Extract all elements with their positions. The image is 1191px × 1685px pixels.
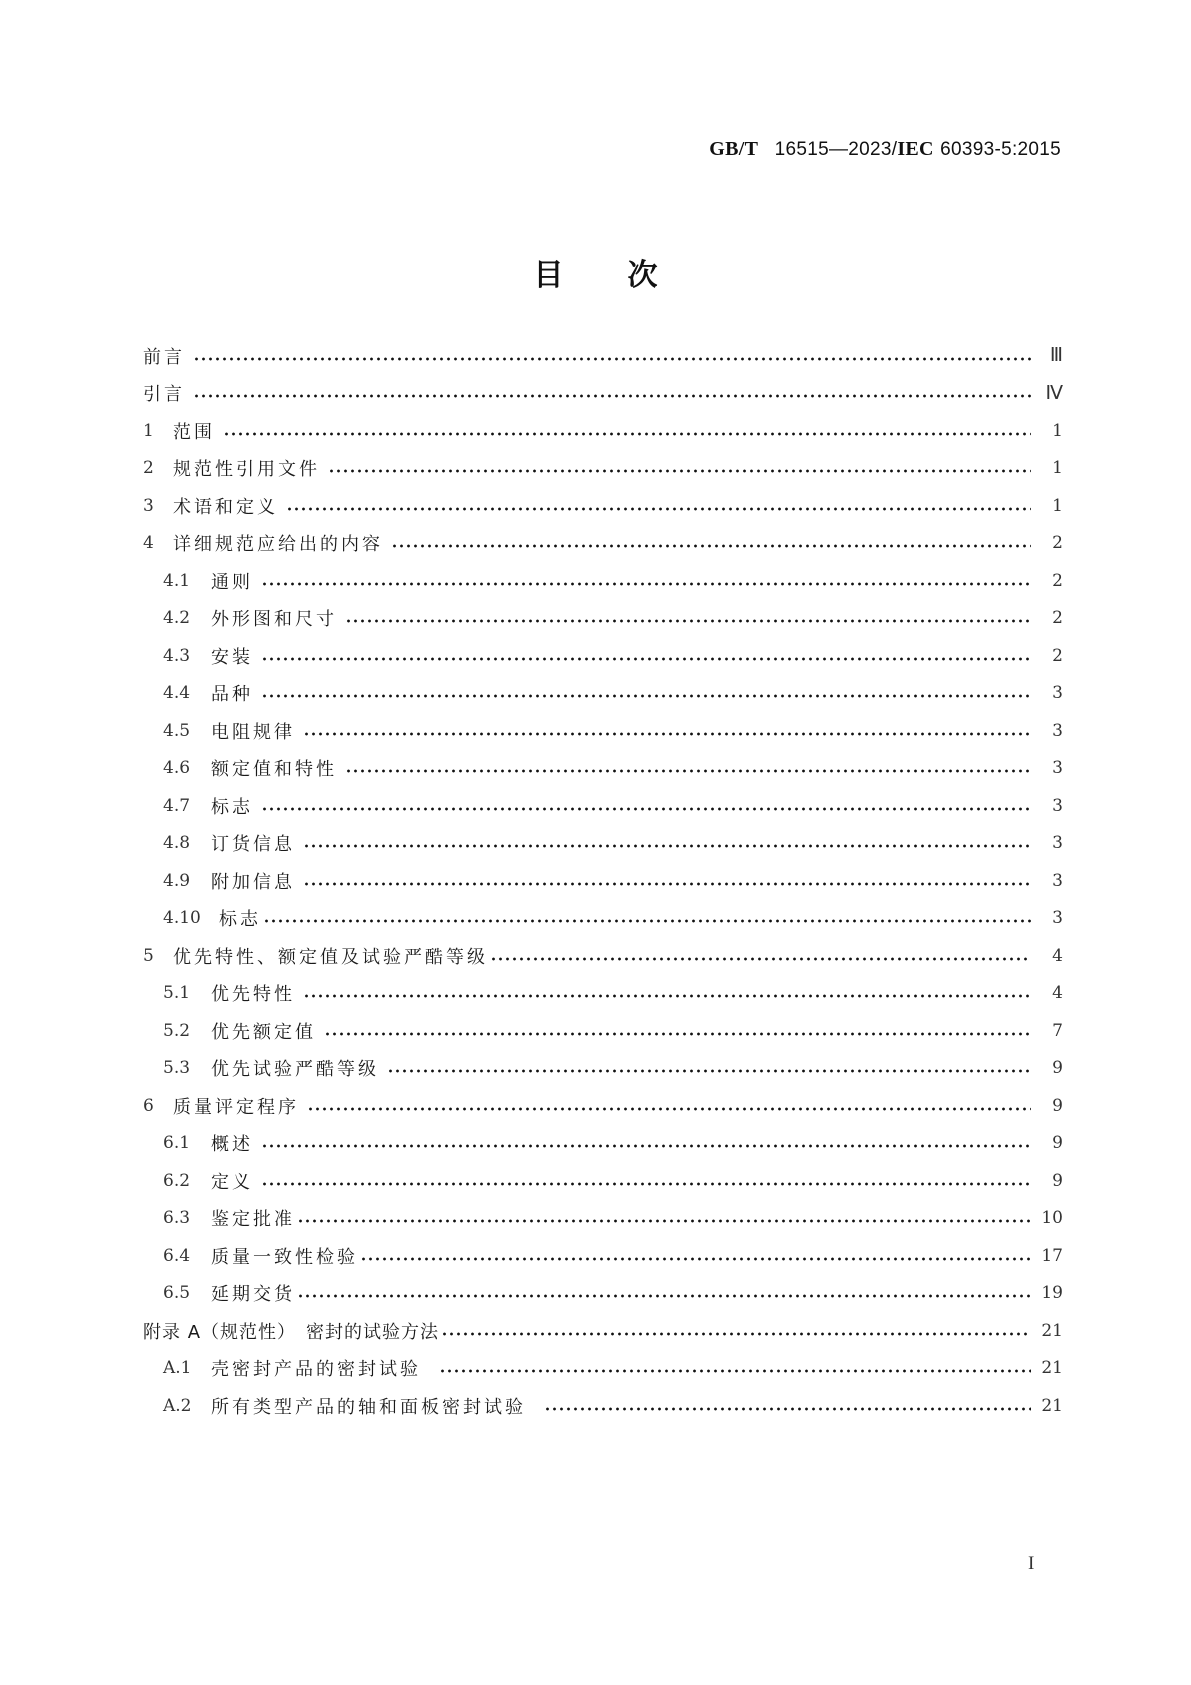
toc-page: 4 bbox=[1052, 945, 1063, 966]
toc-page: 3 bbox=[1052, 758, 1063, 779]
toc-entry-foreword[interactable] bbox=[143, 337, 1063, 375]
toc-entry-4-2[interactable] bbox=[143, 600, 1063, 638]
title-char-2: 次 bbox=[627, 258, 658, 293]
toc-label: 电阻规律 bbox=[211, 721, 295, 743]
dot-leader bbox=[261, 1144, 1031, 1148]
toc-entry-annex-a[interactable] bbox=[143, 1312, 1063, 1350]
dot-leader bbox=[297, 1294, 1031, 1298]
toc-number: 2 bbox=[143, 458, 154, 479]
toc-page: 2 bbox=[1052, 570, 1063, 591]
toc-label: 延期交货 bbox=[211, 1284, 295, 1306]
standard-header bbox=[709, 138, 1061, 161]
dot-leader bbox=[387, 1069, 1031, 1073]
toc-entry-introduction[interactable] bbox=[143, 375, 1063, 413]
toc-number: 4.3 bbox=[163, 645, 191, 666]
toc-page: 3 bbox=[1052, 683, 1063, 704]
toc-number: 6.4 bbox=[163, 1245, 191, 1266]
table-of-contents bbox=[143, 337, 1063, 1425]
dot-leader bbox=[303, 994, 1031, 998]
toc-label: 通则 bbox=[211, 571, 253, 593]
toc-number: 1 bbox=[143, 420, 154, 441]
toc-entry-a-2[interactable] bbox=[143, 1387, 1063, 1425]
toc-number: 5.2 bbox=[163, 1020, 191, 1041]
toc-page: 9 bbox=[1052, 1058, 1063, 1079]
toc-label: 鉴定批准 bbox=[211, 1209, 295, 1231]
toc-entry-4-4[interactable] bbox=[143, 675, 1063, 713]
toc-label: 标志 bbox=[211, 796, 253, 818]
toc-entry-1[interactable] bbox=[143, 412, 1063, 450]
toc-number: 6.3 bbox=[163, 1208, 191, 1229]
toc-number: 4.2 bbox=[163, 608, 191, 629]
toc-number: 5 bbox=[143, 945, 154, 966]
toc-label: 术语和定义 bbox=[173, 496, 278, 518]
toc-page: 21 bbox=[1041, 1320, 1063, 1341]
dot-leader bbox=[345, 769, 1031, 773]
toc-number: 3 bbox=[143, 495, 154, 516]
dot-leader bbox=[261, 694, 1031, 698]
toc-page: 9 bbox=[1052, 1170, 1063, 1191]
toc-label: 优先试验严酷等级 bbox=[211, 1059, 379, 1081]
toc-number: 5.1 bbox=[163, 983, 191, 1004]
toc-page: 1 bbox=[1052, 495, 1063, 516]
toc-label: 安装 bbox=[211, 646, 253, 668]
toc-entry-3[interactable] bbox=[143, 487, 1063, 525]
toc-page: 17 bbox=[1041, 1245, 1063, 1266]
standard-iec-prefix: IEC bbox=[897, 138, 934, 160]
dot-leader bbox=[193, 357, 1031, 361]
page-title bbox=[0, 250, 1191, 294]
toc-page: 2 bbox=[1052, 645, 1063, 666]
dot-leader bbox=[441, 1332, 1031, 1336]
toc-page: 3 bbox=[1052, 908, 1063, 929]
dot-leader bbox=[261, 657, 1031, 661]
dot-leader bbox=[263, 919, 1031, 923]
dot-leader bbox=[261, 1182, 1031, 1186]
toc-entry-4-7[interactable] bbox=[143, 787, 1063, 825]
toc-entry-6-2[interactable] bbox=[143, 1162, 1063, 1200]
dot-leader bbox=[439, 1369, 1031, 1373]
toc-number: 5.3 bbox=[163, 1058, 191, 1079]
toc-label: 附加信息 bbox=[211, 871, 295, 893]
dot-leader bbox=[303, 882, 1031, 886]
title-char-1: 目 bbox=[533, 258, 564, 293]
toc-entry-4-5[interactable] bbox=[143, 712, 1063, 750]
toc-entry-5-1[interactable] bbox=[143, 975, 1063, 1013]
dot-leader bbox=[360, 1257, 1031, 1261]
toc-label: 前言 bbox=[143, 346, 185, 368]
toc-number: 4.8 bbox=[163, 833, 191, 854]
dot-leader bbox=[303, 732, 1031, 736]
toc-entry-6[interactable] bbox=[143, 1087, 1063, 1125]
toc-entry-4-3[interactable] bbox=[143, 637, 1063, 675]
toc-entry-4-8[interactable] bbox=[143, 825, 1063, 863]
toc-page: 3 bbox=[1052, 833, 1063, 854]
toc-page: 21 bbox=[1041, 1395, 1063, 1416]
toc-entry-6-5[interactable] bbox=[143, 1275, 1063, 1313]
toc-number: 6.2 bbox=[163, 1170, 191, 1191]
toc-label: 引言 bbox=[143, 384, 185, 406]
toc-page: 3 bbox=[1052, 795, 1063, 816]
toc-entry-4-9[interactable] bbox=[143, 862, 1063, 900]
toc-page: 3 bbox=[1052, 870, 1063, 891]
toc-label: 优先额定值 bbox=[211, 1021, 316, 1043]
toc-number: 4.9 bbox=[163, 870, 191, 891]
toc-label: 额定值和特性 bbox=[211, 759, 337, 781]
toc-label: 质量评定程序 bbox=[173, 1096, 299, 1118]
toc-page: 21 bbox=[1041, 1358, 1063, 1379]
toc-number: 4.6 bbox=[163, 758, 191, 779]
dot-leader bbox=[223, 432, 1031, 436]
standard-prefix: GB/T bbox=[709, 138, 759, 160]
toc-label: 订货信息 bbox=[211, 834, 295, 856]
dot-leader bbox=[391, 544, 1031, 548]
toc-label: 优先特性、额定值及试验严酷等级 bbox=[173, 946, 488, 968]
toc-number: 4.1 bbox=[163, 570, 191, 591]
toc-page: 2 bbox=[1052, 533, 1063, 554]
toc-entry-4-10[interactable] bbox=[143, 900, 1063, 938]
toc-page: 10 bbox=[1041, 1208, 1063, 1229]
dot-leader bbox=[544, 1407, 1031, 1411]
toc-number: 4 bbox=[143, 533, 154, 554]
dot-leader bbox=[324, 1032, 1031, 1036]
dot-leader bbox=[328, 469, 1031, 473]
dot-leader bbox=[261, 807, 1031, 811]
dot-leader bbox=[345, 619, 1031, 623]
toc-page: Ⅲ bbox=[1049, 345, 1063, 367]
toc-entry-4-6[interactable] bbox=[143, 750, 1063, 788]
dot-leader bbox=[261, 582, 1031, 586]
toc-label: 标志 bbox=[219, 909, 261, 931]
toc-entry-2[interactable] bbox=[143, 450, 1063, 488]
toc-label: 概述 bbox=[211, 1134, 253, 1156]
dot-leader bbox=[303, 844, 1031, 848]
toc-page: 19 bbox=[1041, 1283, 1063, 1304]
toc-label: 优先特性 bbox=[211, 984, 295, 1006]
toc-entry-5[interactable] bbox=[143, 937, 1063, 975]
toc-entry-4[interactable] bbox=[143, 525, 1063, 563]
toc-page: 1 bbox=[1052, 420, 1063, 441]
dot-leader bbox=[297, 1219, 1031, 1223]
toc-number: 6.1 bbox=[163, 1133, 191, 1154]
toc-number: A.2 bbox=[163, 1395, 192, 1416]
dot-leader bbox=[490, 957, 1031, 961]
toc-page: 1 bbox=[1052, 458, 1063, 479]
toc-page: 2 bbox=[1052, 608, 1063, 629]
toc-page: 4 bbox=[1052, 983, 1063, 1004]
toc-number: A.1 bbox=[163, 1358, 192, 1379]
toc-page: 9 bbox=[1052, 1095, 1063, 1116]
toc-entry-6-1[interactable] bbox=[143, 1125, 1063, 1163]
toc-number: 6 bbox=[143, 1095, 154, 1116]
toc-number: 4.4 bbox=[163, 683, 191, 704]
toc-number: 4.5 bbox=[163, 720, 191, 741]
dot-leader bbox=[286, 507, 1031, 511]
toc-page: 9 bbox=[1052, 1133, 1063, 1154]
toc-page: Ⅳ bbox=[1045, 382, 1063, 404]
dot-leader bbox=[193, 394, 1031, 398]
toc-number: 4.10 bbox=[163, 908, 201, 929]
toc-label: 附录 A（规范性） 密封的试验方法 bbox=[143, 1321, 440, 1343]
toc-label: 外形图和尺寸 bbox=[211, 609, 337, 631]
toc-label: 品种 bbox=[211, 684, 253, 706]
toc-entry-6-3[interactable] bbox=[143, 1200, 1063, 1238]
toc-label: 范围 bbox=[173, 421, 215, 443]
toc-label: 详细规范应给出的内容 bbox=[173, 534, 383, 556]
toc-entry-a-1[interactable] bbox=[143, 1350, 1063, 1388]
toc-entry-6-4[interactable] bbox=[143, 1237, 1063, 1275]
standard-iec-number: 60393-5:2015 bbox=[940, 139, 1061, 160]
toc-label: 质量一致性检验 bbox=[211, 1246, 358, 1268]
toc-label: 规范性引用文件 bbox=[173, 459, 320, 481]
toc-page: 3 bbox=[1052, 720, 1063, 741]
standard-number: 16515—2023/ bbox=[774, 139, 898, 160]
page-number: I bbox=[1028, 1553, 1035, 1574]
toc-entry-5-3[interactable] bbox=[143, 1050, 1063, 1088]
dot-leader bbox=[307, 1107, 1031, 1111]
toc-entry-4-1[interactable] bbox=[143, 562, 1063, 600]
toc-label: 定义 bbox=[211, 1171, 253, 1193]
toc-label: 壳密封产品的密封试验 bbox=[211, 1359, 421, 1381]
toc-entry-5-2[interactable] bbox=[143, 1012, 1063, 1050]
toc-number: 6.5 bbox=[163, 1283, 191, 1304]
toc-number: 4.7 bbox=[163, 795, 191, 816]
toc-label: 所有类型产品的轴和面板密封试验 bbox=[211, 1396, 526, 1418]
toc-page: 7 bbox=[1052, 1020, 1063, 1041]
